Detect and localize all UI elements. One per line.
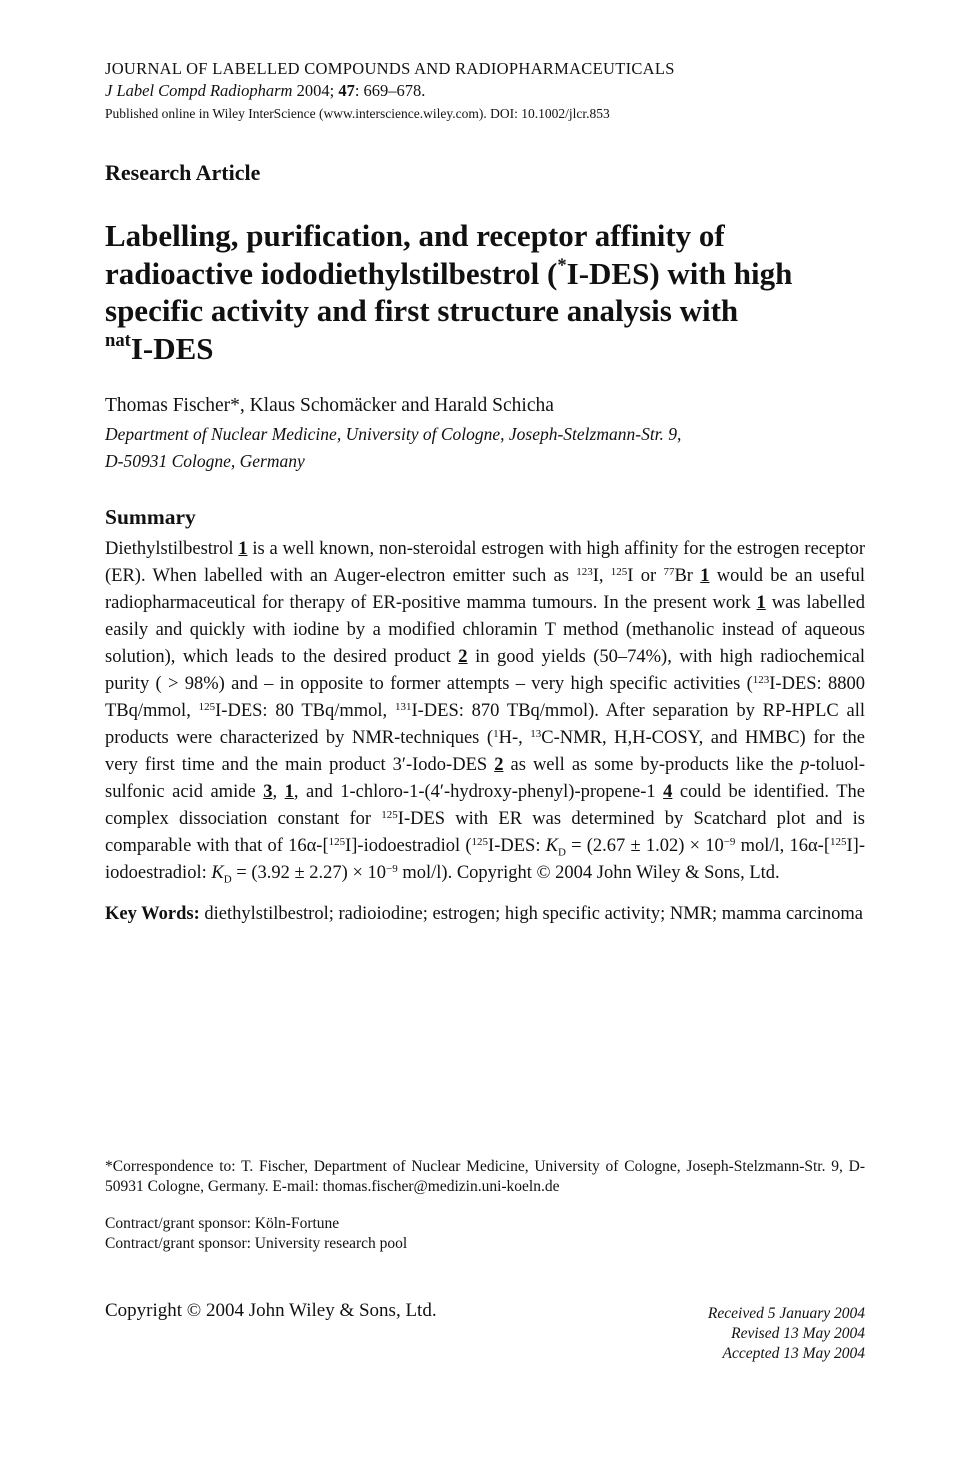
citation-line: J Label Compd Radiopharm 2004; 47: 669–678. (105, 81, 426, 100)
grant-sponsors (105, 1214, 865, 1254)
summary-text: Diethylstilbestrol 1 is a well known, non-steroidal estrogen with high affinity for the estrogen receptor (ER). When labelled with an Auger-electron emitter such as $^{123}$I, $^{125}$I or $^{77}$Br 1 would be an useful radiopharmaceutical for therapy of ER-positive mamma tumours. In the present work 1 was labelled easily and quickly with iodine by a modified chloramin T method (methanolic instead of aqueous solution), which leads to the desired product 2 in good yields (50–74%), with high radiochemical purity ( > 98%) and – in opposite to former attempts – very high specific activities ($^{123}$I-DES: 8800 TBq/mmol, $^{125}$I-DES: 80 TBq/mmol, $^{131}$I-DES: 870 TBq/mmol). After separation by RP-HPLC all products were characterized by NMR-techniques ($^1$H-, $^{13}$C-NMR, H,H-COSY, and HMBC) for the very first time and the main product 3′-Iodo-DES 2 as well as some by-products like the p-toluol-sulfonic acid amide 3, 1, and 1-chloro-1-(4′-hydroxy-phenyl)-propene-1 4 could be identified. The complex dissociation constant for $^{125}$I-DES with ER was determined by Scatchard plot and is comparable with that of 16α-[$^{125}$I]-iodoestradiol ($^{125}$I-DES: $K_D = (2.67 \pm 1.02) \times 10^{-9}$ mol/l, 16α-[$^{125}$I]-iodoestradiol: $K_D = (3.92 \pm 2.27) \times 10^{-9}$ mol/l). Copyright © 2004 John Wiley & Sons, Ltd. (105, 539, 866, 886)
correspondence-footnote: *Correspondence to: T. Fischer, Department of Nuclear Medicine, University of Cologne, Joseph-Stelzmann-Str. 9, D-50931 Cologne, Germany. E-mail: thomas.fischer@medizin.uni-koeln.de (105, 1158, 865, 1195)
compound-ref: 2 (494, 755, 504, 775)
authors: Thomas Fischer*, Klaus Schomäcker and Harald Schicha (105, 395, 554, 416)
article-type: Research Article (105, 160, 261, 185)
compound-ref: 3 (263, 782, 273, 802)
copyright-notice: Copyright © 2004 John Wiley & Sons, Ltd. (105, 1300, 437, 1321)
keywords-label: Key Words: (105, 904, 200, 924)
published-online: Published online in Wiley InterScience (www.interscience.wiley.com). DOI: 10.1002/jlcr.853 (105, 106, 610, 121)
grant-sponsor: Contract/grant sponsor: Köln-Fortune (105, 1215, 340, 1232)
accepted-date: Accepted 13 May 2004 (722, 1345, 865, 1362)
citation-pages: 669–678. (363, 81, 426, 100)
compound-ref: 1 (284, 782, 294, 802)
received-date: Received 5 January 2004 (707, 1305, 865, 1322)
compound-ref: 1 (756, 593, 766, 613)
affiliation: Department of Nuclear Medicine, University of Cologne, Joseph-Stelzmann-Str. 9, D-50931 Cologne, Germany (105, 424, 682, 471)
compound-ref: 1 (700, 566, 710, 586)
revised-date: Revised 13 May 2004 (731, 1325, 865, 1342)
grant-sponsor: Contract/grant sponsor: University research pool (105, 1235, 408, 1252)
citation-volume: 47 (338, 81, 355, 100)
keywords (105, 901, 865, 928)
title-line: Labelling, purification, and receptor affinity of (105, 218, 725, 253)
article-first-page (105, 58, 865, 928)
compound-ref: 2 (458, 647, 468, 667)
keywords-text: diethylstilbestrol; radioiodine; estrogen; high specific activity; NMR; mamma carcinoma (199, 904, 864, 924)
article-dates (708, 1304, 865, 1364)
summary-heading: Summary (105, 505, 196, 529)
title-line: radioactive iododiethylstilbestrol (*I-DES) with high (105, 254, 793, 291)
journal-name: JOURNAL OF LABELLED COMPOUNDS AND RADIOPHARMACEUTICALS (105, 59, 675, 78)
title-line: specific activity and first structure analysis with (105, 293, 739, 328)
compound-ref: 4 (663, 782, 673, 802)
citation-year: 2004 (296, 81, 330, 100)
article-title (105, 217, 865, 367)
compound-ref: 1 (238, 539, 248, 559)
title-line: $^{nat}$I-DES (105, 329, 214, 366)
citation-journal: J Label Compd Radiopharm (105, 81, 293, 100)
